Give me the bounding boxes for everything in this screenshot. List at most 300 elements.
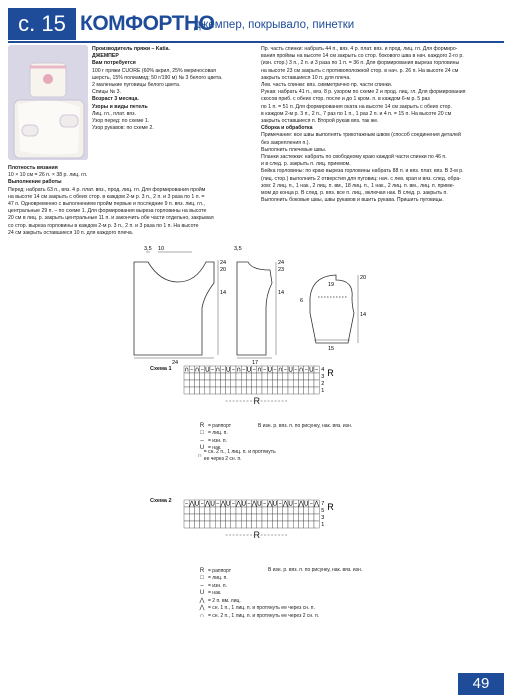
- chart-cell: [189, 514, 194, 521]
- text-line: Бейка горловины: по краю выреза горловины набрать 88 п. и вяз. плат. вяз. В 3-м р.: [261, 168, 464, 175]
- chart-cell: [215, 507, 220, 514]
- chart-cell: [194, 380, 199, 387]
- chart-cell: [220, 380, 225, 387]
- chart-cell: [236, 507, 241, 514]
- chart-cell-symbol: –: [309, 499, 314, 508]
- legend-symbol: –: [200, 582, 204, 589]
- legend-text: = лиц. п.: [208, 430, 228, 436]
- page-number: 49: [458, 673, 504, 695]
- chart-cell: [309, 373, 314, 380]
- chart-cell-symbol: –: [231, 365, 236, 374]
- chart-cell: [278, 380, 283, 387]
- chart-cell-symbol: –: [294, 365, 298, 374]
- page-title: КОМФОРТНО: [80, 12, 215, 35]
- text-line: 47 п. Одновременно с выполнением пройм первые и последние 9 п. вяз. лиц. гл.,: [8, 201, 205, 208]
- chart-cell: [210, 373, 215, 380]
- chart-cell-symbol: –: [252, 365, 256, 374]
- back-dim-length: 24: [278, 260, 285, 266]
- legend-text: = изн. п.: [208, 582, 228, 589]
- chart-cell: [314, 521, 319, 528]
- chart-cell: [267, 521, 272, 528]
- chart-cell: [189, 380, 194, 387]
- chart-cell-symbol: ⋀: [267, 499, 273, 508]
- text-line: (изн. стор.) 3 п., 2 п. и 3 раза по 1 п. = 36 п. Для формирования выреза горловины: [261, 60, 460, 67]
- chart-cell: [257, 507, 262, 514]
- chart-row-number: 3: [321, 374, 325, 380]
- chart-cell: [257, 514, 262, 521]
- text-line: вания проймы на высоте 14 см закрыть со стор. бокового шва в нач. каждого 2-го р.: [261, 53, 464, 60]
- chart-cell-symbol: –: [190, 365, 194, 374]
- chart-cell-symbol: ⋀: [282, 499, 289, 508]
- chart-cell-symbol: –: [216, 499, 220, 508]
- chart-cell: [184, 521, 189, 528]
- legend-text: = нак.: [208, 590, 222, 596]
- chart-cell: [262, 507, 267, 514]
- chart-cell-symbol: ⋀: [220, 499, 226, 508]
- scheme2-note: В изн. р. вяз. п. по рисунку, нак. вяз. изн.: [268, 567, 363, 573]
- chart-cell: [293, 514, 298, 521]
- chart-cell: [205, 380, 210, 387]
- density-title: Плотность вязания: [8, 165, 58, 171]
- chart-cell-symbol: U: [225, 365, 231, 374]
- chart-cell: [246, 514, 251, 521]
- legend-symbol: U: [199, 445, 205, 451]
- scheme1-note: В изн. р. вяз. п. по рисунку, нак. вяз. изн.: [258, 423, 353, 429]
- text-line: Возраст 3 месяца.: [92, 96, 139, 103]
- chart-cell: [262, 521, 267, 528]
- chart-cell-symbol: U: [194, 499, 200, 508]
- text-line: Планки застежки: набрать по свободному краю каждой части спинки по 46 п.: [261, 154, 447, 161]
- chart-cell: [215, 380, 220, 387]
- sleeve-dim-top: 19: [328, 282, 335, 288]
- chart-cell: [220, 514, 225, 521]
- chart-cell: [314, 507, 319, 514]
- chart-cell: [231, 373, 236, 380]
- chart-cell: [215, 373, 220, 380]
- chart-cell: [293, 521, 298, 528]
- chart-cell-symbol: U: [246, 365, 252, 374]
- chart-cell: [236, 514, 241, 521]
- chart-cell: [298, 373, 303, 380]
- text-line: Перед: набрать 63 п., вяз. 4 р. плат. вяз., прод. лиц. гл. Для формирования пройм: [8, 186, 206, 193]
- chart-cell-symbol: –: [294, 499, 298, 508]
- chart-cell: [241, 507, 246, 514]
- chart-cell-symbol: –: [262, 499, 267, 508]
- chart-cell: [226, 387, 231, 394]
- chart-cell: [194, 521, 199, 528]
- chart-cell: [278, 373, 283, 380]
- chart-cell: [184, 514, 189, 521]
- chart-cell: [267, 514, 272, 521]
- text-line: Примечание: все швы выполнять трикотажным швом (способ соединения деталей: [261, 132, 461, 139]
- chart-cell: [252, 507, 257, 514]
- chart-cell: [220, 507, 225, 514]
- chart-cell: [205, 507, 210, 514]
- page-badge: с. 15: [8, 8, 76, 40]
- legend-text: = изн. п.: [208, 437, 228, 444]
- front-dim-width: 24: [172, 360, 179, 366]
- chart-cell: [200, 373, 205, 380]
- legend-item: [196, 597, 346, 605]
- chart-cell: [205, 373, 210, 380]
- chart-cell: [252, 521, 257, 528]
- chart-cell: [241, 521, 246, 528]
- chart-cell: [226, 507, 231, 514]
- chart-cell: [226, 373, 231, 380]
- text-line: (лиц. стор.) выполнить 2 отверстия для пуговиц: нач. с лев. края и вяз. след. обра-: [261, 175, 461, 182]
- chart-cell: [288, 521, 293, 528]
- text-line: скосов приб. с обеих стор. после и до 1 кром. п. в каждом 6-м р. 5 раз: [261, 96, 430, 103]
- chart-cell-symbol: ∩: [194, 365, 200, 374]
- chart-cell: [278, 514, 283, 521]
- chart-cell-symbol: ∩: [277, 365, 283, 374]
- chart-cell: [226, 514, 231, 521]
- chart-cell: [272, 380, 277, 387]
- chart-cell: [283, 373, 288, 380]
- text-line: закрыть оставшиеся 10 п. для плеча.: [261, 74, 351, 81]
- chart-cell: [288, 380, 293, 387]
- text-line: ДЖЕМПЕР: [92, 53, 119, 60]
- chart-cell: [252, 387, 257, 394]
- legend-item: [196, 605, 346, 613]
- chart-cell: [309, 387, 314, 394]
- scheme2-grid: [184, 499, 334, 540]
- chart-cell-symbol: ∩: [257, 365, 262, 374]
- text-line: Лев. часть спинки: вяз. симметрично пр. части спинки.: [261, 82, 393, 89]
- chart-row-number: 2: [321, 381, 325, 387]
- chart-cell: [210, 387, 215, 394]
- chart-cell: [293, 373, 298, 380]
- chart-cell-symbol: –: [314, 365, 319, 374]
- chart-cell-symbol: –: [304, 365, 308, 374]
- chart-cell: [210, 380, 215, 387]
- chart-cell-symbol: –: [242, 365, 246, 374]
- chart-row-number: 5: [321, 508, 325, 514]
- text-line: зом: 2 лиц. п., 1 нак., 2 лиц. п. вм., 18 лиц. п., 1 нак., 2 лиц. п. вм., лиц. п. приме-: [261, 182, 455, 189]
- chart-cell: [298, 507, 303, 514]
- chart-cell-symbol: U: [241, 499, 247, 508]
- legend-text: = раппорт: [208, 422, 232, 429]
- chart-cell-symbol: –: [210, 365, 215, 374]
- chart-cell-symbol: U: [309, 365, 314, 374]
- chart-cell: [257, 380, 262, 387]
- sleeve-dim-bottom: 15: [328, 346, 335, 352]
- legend-text: = нак.: [208, 445, 222, 451]
- chart-cell: [252, 380, 257, 387]
- chart-cell: [278, 507, 283, 514]
- legend-item: [196, 437, 276, 445]
- legend-item: [196, 575, 346, 583]
- text-line: Рукав: набрать 41 п., вяз. 8 р. узором по схеме 2 и прод. лиц. гл. Для формирования: [261, 89, 466, 96]
- chart-cell: [267, 380, 272, 387]
- chart-cell: [194, 507, 199, 514]
- legend-item: [196, 582, 346, 590]
- chart-cell: [252, 373, 257, 380]
- chart-cell: [236, 380, 241, 387]
- chart-row-number: 1: [321, 388, 325, 394]
- chart-cell: [283, 514, 288, 521]
- chart-cell: [257, 373, 262, 380]
- chart-cell: [200, 380, 205, 387]
- text-line: по 1 п. = 51 п. Для формирования оката на высоте 14 см закрыть с обеих стор.: [261, 103, 452, 110]
- text-line: Вам потребуется: [92, 60, 136, 67]
- chart-repeat-mark: R: [327, 368, 334, 378]
- back-dim-neck: 3,5: [234, 246, 242, 252]
- legend-symbol: ∩: [199, 612, 205, 619]
- front-dim-neck-depth: 3,5: [144, 246, 152, 252]
- chart-cell: [246, 387, 251, 394]
- chart-cell: [262, 514, 267, 521]
- text-line: шерсть, 15% полиамид; 50 г/190 м) № 3 белого цвета.: [92, 74, 223, 81]
- legend-symbol: □: [200, 430, 204, 436]
- chart-cell: [215, 521, 220, 528]
- chart-cell: [298, 514, 303, 521]
- chart-cell: [293, 380, 298, 387]
- chart-cell: [246, 521, 251, 528]
- text-line: закрыть оставшиеся п. Второй рукав вяз. так же.: [261, 118, 379, 125]
- chart-cell: [241, 514, 246, 521]
- chart-cell: [272, 507, 277, 514]
- chart-cell: [304, 387, 309, 394]
- front-dim-length: 24: [220, 260, 227, 266]
- legend-symbol: –: [200, 437, 204, 444]
- chart-cell: [272, 521, 277, 528]
- chart-cell-symbol: ⋀: [189, 499, 195, 508]
- legend-symbol: □: [200, 575, 204, 581]
- legend-symbol: R: [199, 567, 205, 574]
- chart-cell: [200, 514, 205, 521]
- text-line: центральные 29 п. – по схеме 1. Для формирования выреза горловины на высоте: [8, 208, 207, 215]
- chart-cell-symbol: –: [221, 365, 225, 374]
- chart-cell-symbol: ⋀: [313, 499, 320, 508]
- scheme1-grid: [184, 365, 334, 406]
- chart-cell-symbol: U: [288, 499, 293, 508]
- page-subtitle: джемпер, покрывало, пинетки: [194, 19, 355, 31]
- chart-cell: [231, 514, 236, 521]
- chart-cell: [236, 521, 241, 528]
- chart-cell: [215, 514, 220, 521]
- chart-cell: [205, 521, 210, 528]
- front-dim-armhole-height: 14: [220, 290, 227, 296]
- repeat-bracket-label: R: [253, 396, 261, 406]
- legend-symbol: ⋀: [199, 605, 205, 611]
- chart-cell-symbol: ⋀: [298, 499, 304, 508]
- chart-cell: [278, 521, 283, 528]
- legend-text: = сн. 2 п., 1 лиц. п. и протянуть ее через 2 сн. п.: [208, 612, 320, 619]
- chart-cell: [309, 514, 314, 521]
- chart-cell: [267, 387, 272, 394]
- text-line: Спицы № 3.: [92, 89, 121, 96]
- chart-cell: [272, 514, 277, 521]
- chart-cell: [220, 387, 225, 394]
- chart-cell: [220, 373, 225, 380]
- chart-cell: [262, 387, 267, 394]
- chart-cell: [304, 521, 309, 528]
- chart-cell-symbol: ∩: [184, 365, 189, 374]
- legend-text: = сн. 2 п., 1 лиц. п. и протянуть ее через 2 сн. п.: [203, 449, 276, 462]
- chart-cell-symbol: –: [247, 499, 251, 508]
- chart-cell: [200, 507, 205, 514]
- chart-cell: [205, 514, 210, 521]
- legend-text: = 2 п. вм. лиц.: [208, 597, 241, 604]
- text-line: 2 маленькие пуговицы белого цвета.: [92, 82, 181, 89]
- text-line: Узор перед: по схеме 1.: [92, 118, 150, 125]
- chart-cell: [246, 380, 251, 387]
- front-piece-outline: [134, 262, 214, 355]
- chart-cell: [304, 514, 309, 521]
- chart-cell: [262, 373, 267, 380]
- sleeve-dim-length: 20: [360, 275, 367, 281]
- legend-item: [196, 612, 346, 620]
- text-line: Производитель пряжи – Katia.: [92, 46, 170, 52]
- chart-cell: [246, 373, 251, 380]
- legend-item: [196, 590, 346, 598]
- chart-cell: [288, 507, 293, 514]
- chart-cell: [226, 521, 231, 528]
- text-line: мом до конца р. В след. р. вяз. все п. лиц., включая нак. В след. р. закрыть п.: [261, 190, 448, 197]
- text-line: Сборка и обработка: [261, 125, 313, 132]
- chart-cell-symbol: U: [205, 365, 210, 374]
- chart-cell: [267, 507, 272, 514]
- chart-cell: [189, 387, 194, 394]
- chart-cell: [283, 521, 288, 528]
- chart-cell-symbol: –: [200, 365, 204, 374]
- chart-cell: [184, 507, 189, 514]
- legend-item: [196, 449, 276, 462]
- chart-cell: [293, 507, 298, 514]
- text-line: Узоры и виды петель: [92, 103, 148, 110]
- text-line: без закрепления п.).: [261, 139, 310, 146]
- chart-cell: [231, 521, 236, 528]
- chart-cell: [231, 387, 236, 394]
- legend-symbol: ⋀: [199, 597, 205, 604]
- chart-cell: [283, 387, 288, 394]
- chart-cell: [252, 514, 257, 521]
- chart-cell-symbol: ⋀: [235, 499, 242, 508]
- chart-cell: [220, 521, 225, 528]
- chart-cell: [314, 514, 319, 521]
- chart-cell: [272, 373, 277, 380]
- chart-cell: [215, 387, 220, 394]
- legend-text: = лиц. п.: [208, 575, 228, 581]
- work-title: Выполнение работы: [8, 179, 62, 186]
- front-dim-neck-width: 10: [158, 246, 165, 252]
- scheme2-label: Схема 2: [150, 498, 172, 504]
- chart-cell: [189, 507, 194, 514]
- chart-cell: [272, 387, 277, 394]
- chart-cell: [309, 521, 314, 528]
- chart-cell: [241, 387, 246, 394]
- chart-cell: [309, 507, 314, 514]
- chart-cell: [241, 380, 246, 387]
- chart-cell: [236, 387, 241, 394]
- legend-symbol: R: [199, 422, 205, 429]
- chart-cell: [231, 507, 236, 514]
- chart-cell: [298, 387, 303, 394]
- scheme2-legend: [196, 567, 346, 620]
- chart-cell-symbol: ∩: [215, 365, 221, 374]
- chart-cell: [210, 507, 215, 514]
- sleeve-dim-underarm: 14: [360, 312, 367, 318]
- chart-cell: [194, 514, 199, 521]
- chart-cell: [283, 507, 288, 514]
- chart-cell: [257, 387, 262, 394]
- chart-cell: [278, 387, 283, 394]
- text-line: Узор рукавов: по схеме 2.: [92, 125, 154, 132]
- text-line: Выполнить плечевые швы.: [261, 146, 327, 153]
- chart-cell: [200, 387, 205, 394]
- chart-cell: [304, 373, 309, 380]
- back-piece-outline: [237, 262, 272, 355]
- chart-cell: [205, 387, 210, 394]
- chart-cell: [288, 514, 293, 521]
- repeat-bracket-label: R: [253, 530, 261, 540]
- text-line: 20 см в лиц. р. закрыть центральные 11 п. и закончить обе части отдельно, закрывая: [8, 215, 214, 222]
- chart-cell: [231, 380, 236, 387]
- text-line: на высоте 23 см закрыть с противоположной стор. в нач. р. 26 п. На высоте 24 см: [261, 67, 459, 74]
- chart-row-number: 1: [321, 522, 325, 528]
- chart-cell: [194, 373, 199, 380]
- chart-cell-symbol: U: [225, 499, 231, 508]
- chart-cell: [226, 380, 231, 387]
- legend-text: = раппорт: [208, 567, 232, 574]
- density-value: 10 × 10 см = 26 п. × 38 р. лиц. гл.: [8, 172, 88, 179]
- back-dim-width: 17: [252, 360, 259, 366]
- text-line: со стор. выреза горловины в каждом 2-м р. 3 п., 2 п. и 3 раза по 1 п. На высоте: [8, 222, 199, 229]
- chart-cell-symbol: –: [283, 365, 288, 374]
- chart-cell: [267, 373, 272, 380]
- chart-cell: [262, 380, 267, 387]
- legend-symbol: U: [199, 590, 205, 596]
- chart-row-number: 4: [321, 367, 325, 373]
- text-line: в каждом 2-м р. 3 п., 2 п., 7 раз по 1 п., 1 раз 2 п. и 4 п. = 15 п. На высоте 20 см: [261, 110, 452, 117]
- chart-cell: [288, 373, 293, 380]
- front-dim-neck-height: 20: [220, 267, 227, 273]
- chart-cell: [241, 373, 246, 380]
- chart-cell: [189, 521, 194, 528]
- chart-cell-symbol: U: [303, 499, 309, 508]
- chart-cell: [298, 521, 303, 528]
- chart-cell-symbol: ∩: [298, 365, 304, 374]
- chart-cell: [309, 380, 314, 387]
- chart-cell: [246, 507, 251, 514]
- back-dim-neck-height: 23: [278, 267, 285, 273]
- chart-cell: [314, 373, 319, 380]
- chart-cell-symbol: –: [262, 365, 267, 374]
- chart-row-number: 7: [321, 501, 325, 507]
- chart-cell: [210, 514, 215, 521]
- chart-cell: [184, 387, 189, 394]
- text-line: 24 см закрыть оставшиеся 10 п. для каждого плеча.: [8, 229, 134, 236]
- legend-text: = сн. 1 п., 1 лиц. п. и протянуть ее через сн. п.: [208, 605, 315, 611]
- chart-cell: [304, 507, 309, 514]
- chart-cell: [200, 521, 205, 528]
- chart-cell: [194, 387, 199, 394]
- chart-cell-symbol: –: [184, 499, 189, 508]
- chart-cell: [314, 380, 319, 387]
- legend-item: [196, 430, 276, 438]
- chart-cell: [184, 373, 189, 380]
- chart-repeat-mark: R: [327, 502, 334, 512]
- chart-cell-symbol: U: [272, 499, 278, 508]
- text-line: Пр. часть спинки: набрать 44 п., вяз. 4 р. плат. вяз. и прод. лиц. гл. Для формиро-: [261, 46, 458, 52]
- chart-cell-symbol: ⋀: [251, 499, 257, 508]
- back-dim-armhole-height: 14: [278, 290, 285, 296]
- chart-cell: [293, 387, 298, 394]
- chart-cell-symbol: U: [210, 499, 215, 508]
- chart-cell: [288, 387, 293, 394]
- text-line: Выполнить боковые швы, швы рукавов и вшить рукава. Пришить пуговицы.: [261, 197, 444, 204]
